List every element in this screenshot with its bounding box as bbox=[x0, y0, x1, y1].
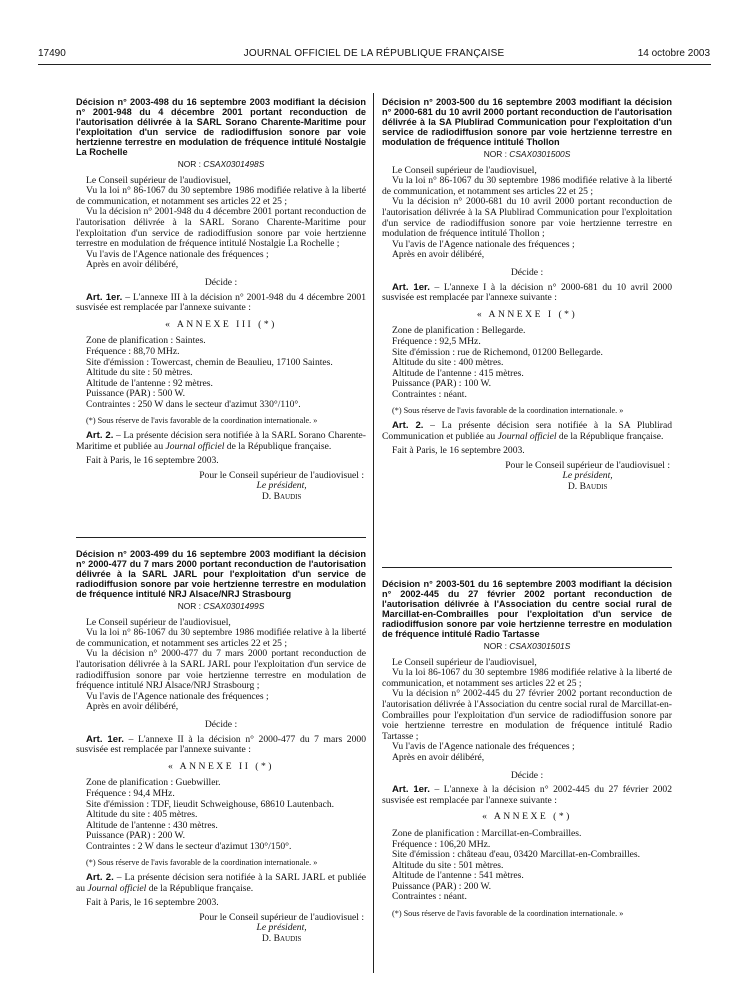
annex-field: Fréquence : 106,20 MHz. bbox=[392, 838, 491, 850]
issue-date: 14 octobre 2003 bbox=[637, 48, 710, 59]
decide-heading: Décide : bbox=[204, 718, 238, 730]
annex-footnote: (*) Sous réserve de l'avis favorable de la coordination internationale. » bbox=[86, 416, 318, 426]
decision-title: Décision n° 2003-501 du 16 septembre 2003 modifiant la décision n° 2002-445 du 27 février 2002 portant reconduction de l'autorisation délivrée à l'Association du centre social rural de Marcillat-en-Combrailles pour l'exploitation d'un service de radiodiffusion sonore par voie hertzienne terrestre en modulation de fréquence intitulé Radio Tartasse bbox=[382, 579, 672, 639]
annex-field: Site d'émission : TDF, lieudit Schweighouse, 68610 Lautenbach. bbox=[86, 798, 335, 810]
intro-line: Vu la décision n° 2002-445 du 27 février 2002 portant reconduction de l'autorisation délivrée à l'Association du centre social rural de Marcillat-en-Combrailles pour l'exploitation d'un service de radiodiffusion sonore par voie hertzienne terrestre en modulation de fréquence intitulé Radio Tartasse ; bbox=[382, 688, 672, 742]
annex-field: Site d'émission : rue de Richemond, 01200 Bellegarde. bbox=[392, 346, 603, 358]
signature-block bbox=[76, 913, 366, 945]
column-divider bbox=[373, 93, 374, 973]
annex-field: Altitude du site : 405 mètres. bbox=[86, 809, 198, 821]
done-at: Fait à Paris, le 16 septembre 2003. bbox=[392, 445, 525, 457]
decision-title: Décision n° 2003-500 du 16 septembre 2003 modifiant la décision n° 2000-681 du 10 avril 2000 portant reconduction de l'autorisation délivrée à la SA Plublirad Communication pour l'exploitation d'un service de radiodiffusion sonore par voie hertzienne terrestre en modulation de fréquence intitulé Thollon bbox=[382, 97, 672, 147]
annex-field: Fréquence : 94,4 MHz. bbox=[86, 787, 175, 799]
annex-field: Zone de planification : Marcillat-en-Combrailles. bbox=[392, 827, 582, 839]
intro-line: Après en avoir délibéré, bbox=[86, 259, 179, 271]
decision-2003-499 bbox=[76, 549, 366, 945]
intro-line: Le Conseil supérieur de l'audiovisuel, bbox=[86, 174, 231, 186]
intro-line: Vu la loi n° 86-1067 du 30 septembre 1986 modifiée relative à la liberté de communication, et notamment ses articles 22 et 25 ; bbox=[76, 627, 366, 649]
annex-title: « ANNEXE (*) bbox=[482, 811, 572, 823]
annex-field: Zone de planification : Saintes. bbox=[86, 335, 206, 347]
intro-line: Vu la décision n° 2000-477 du 7 mars 2000 portant reconduction de l'autorisation délivrée à la SARL JARL pour l'exploitation d'un service de radiodiffusion sonore par voie hertzienne terrestre en modulation de fréquence intitulé NRJ Alsace/NRJ Strasbourg ; bbox=[76, 648, 366, 692]
annex-field: Contraintes : 2 W dans le secteur d'azimut 130°/150°. bbox=[86, 840, 292, 852]
annex-field: Fréquence : 88,70 MHz. bbox=[86, 345, 180, 357]
decision-2003-498 bbox=[76, 97, 366, 503]
journal-title: JOURNAL OFFICIEL DE LA RÉPUBLIQUE FRANÇAISE bbox=[243, 48, 505, 59]
page-header bbox=[38, 48, 710, 64]
annex-field: Puissance (PAR) : 100 W. bbox=[392, 378, 492, 390]
nor-reference: NOR : CSAX0301500S bbox=[483, 149, 571, 159]
article-2: Art. 2. – La présente décision sera notifiée à la SARL Sorano Charente-Maritime et publiée au Journal officiel de la République française. bbox=[76, 430, 366, 452]
signature-name: D. Baudis bbox=[261, 491, 302, 503]
annex-title: « ANNEXE II (*) bbox=[168, 760, 274, 772]
decision-separator-right bbox=[382, 567, 672, 568]
done-at: Fait à Paris, le 16 septembre 2003. bbox=[86, 455, 219, 467]
page-number: 17490 bbox=[38, 48, 66, 59]
intro-line: Vu l'avis de l'Agence nationale des fréquences ; bbox=[86, 248, 269, 260]
decide-heading: Décide : bbox=[204, 276, 238, 288]
signature-role: Le président, bbox=[256, 922, 307, 934]
annex-field: Puissance (PAR) : 200 W. bbox=[392, 880, 492, 892]
annex-field: Contraintes : néant. bbox=[392, 388, 467, 400]
decision-title: Décision n° 2003-499 du 16 septembre 2003 modifiant la décision n° 2000-477 du 7 mars 2000 portant reconduction de l'autorisation délivrée à la SARL JARL pour l'exploitation d'un service de radiodiffusion sonore par voie hertzienne terrestre en modulation de fréquence intitulé NRJ Alsace/NRJ Strasbourg bbox=[76, 549, 366, 599]
annex-field: Site d'émission : château d'eau, 03420 Marcillat-en-Combrailles. bbox=[392, 849, 641, 861]
decision-2003-500 bbox=[382, 97, 672, 493]
signature-for: Pour le Conseil supérieur de l'audiovisuel : bbox=[505, 459, 670, 471]
decision-2003-501 bbox=[382, 579, 672, 924]
nor-reference: NOR : CSAX0301498S bbox=[177, 159, 265, 169]
intro-line: Vu l'avis de l'Agence nationale des fréquences ; bbox=[392, 741, 575, 753]
signature-role: Le président, bbox=[562, 470, 613, 482]
annex-footnote: (*) Sous réserve de l'avis favorable de la coordination internationale. » bbox=[392, 909, 624, 919]
decision-separator-left bbox=[76, 537, 366, 538]
annex-field: Fréquence : 92,5 MHz. bbox=[392, 335, 481, 347]
signature-for: Pour le Conseil supérieur de l'audiovisuel : bbox=[199, 469, 364, 481]
signature-block bbox=[382, 461, 672, 493]
intro-line: Vu la loi n° 86-1067 du 30 septembre 1986 modifiée relative à la liberté de communication, et notamment ses articles 22 et 25 ; bbox=[382, 175, 672, 197]
annex-footnote: (*) Sous réserve de l'avis favorable de la coordination internationale. » bbox=[392, 406, 624, 416]
annex-footnote: (*) Sous réserve de l'avis favorable de la coordination internationale. » bbox=[86, 858, 318, 868]
nor-reference: NOR : CSAX0301499S bbox=[177, 601, 265, 611]
article-1: Art. 1er. – L'annexe à la décision n° 2002-445 du 27 février 2002 susvisée est remplacée par l'annexe suivante : bbox=[382, 784, 672, 806]
annex-field: Zone de planification : Bellegarde. bbox=[392, 325, 526, 337]
article-1: Art. 1er. – L'annexe I à la décision n° 2000-681 du 10 avril 2000 susvisée est remplacée par l'annexe suivante : bbox=[382, 281, 672, 304]
intro-line: Vu la décision n° 2001-948 du 4 décembre 2001 portant reconduction de l'autorisation délivrée à la SARL Sorano Charente-Maritime pour l'exploitation d'un service de radiodiffusion sonore par voie hertzienne terrestre en modulation de fréquence intitulé Nostalgie La Rochelle ; bbox=[76, 206, 366, 250]
annex-field: Altitude de l'antenne : 92 mètres. bbox=[86, 377, 213, 389]
annex-field: Altitude de l'antenne : 430 mètres. bbox=[86, 819, 218, 831]
intro-line: Le Conseil supérieur de l'audiovisuel, bbox=[392, 164, 537, 176]
annex-field: Altitude de l'antenne : 541 mètres. bbox=[392, 870, 524, 882]
header-rule bbox=[38, 64, 711, 65]
intro-line: Le Conseil supérieur de l'audiovisuel, bbox=[86, 616, 231, 628]
annex-field: Altitude du site : 501 mètres. bbox=[392, 859, 504, 871]
annex-field: Contraintes : 250 W dans le secteur d'azimut 330°/110°. bbox=[86, 398, 301, 410]
annex-title: « ANNEXE I (*) bbox=[476, 308, 578, 320]
signature-for: Pour le Conseil supérieur de l'audiovisuel : bbox=[199, 911, 364, 923]
annex-field: Site d'émission : Towercast, chemin de Beaulieu, 17100 Saintes. bbox=[86, 356, 333, 368]
intro-line: Vu l'avis de l'Agence nationale des fréquences ; bbox=[86, 690, 269, 702]
signature-role: Le président, bbox=[256, 480, 307, 492]
intro-line: Vu la loi n° 86-1067 du 30 septembre 1986 modifiée relative à la liberté de communication, et notamment ses articles 22 et 25 ; bbox=[76, 185, 366, 207]
intro-line: Vu la décision n° 2000-681 du 10 avril 2000 portant reconduction de l'autorisation délivrée à la SA Plublirad Communication pour l'exploitation d'un service de radiodiffusion sonore par voie hertzienne terrestre en modulation de fréquence intitulé Thollon ; bbox=[382, 196, 672, 240]
article-1: Art. 1er. – L'annexe III à la décision n° 2001-948 du 4 décembre 2001 susvisée est remplacée par l'annexe suivante : bbox=[76, 291, 366, 314]
article-2: Art. 2. – La présente décision sera notifiée à la SARL JARL et publiée au Journal officiel de la République française. bbox=[76, 872, 366, 894]
intro-line: Après en avoir délibéré, bbox=[392, 249, 485, 261]
intro-line: Vu l'avis de l'Agence nationale des fréquences ; bbox=[392, 238, 575, 250]
article-2: Art. 2. – La présente décision sera notifiée à la SA Plublirad Communication et publiée au Journal officiel de la République française. bbox=[382, 420, 672, 442]
annex-field: Puissance (PAR) : 500 W. bbox=[86, 388, 186, 400]
nor-reference: NOR : CSAX0301501S bbox=[483, 641, 571, 651]
signature-name: D. Baudis bbox=[567, 481, 608, 493]
annex-title: « ANNEXE III (*) bbox=[165, 318, 277, 330]
intro-line: Après en avoir délibéré, bbox=[86, 701, 179, 713]
intro-line: Vu la loi 86-1067 du 30 septembre 1986 modifiée relative à la liberté de communication, et notamment ses articles 22 et 25 ; bbox=[382, 667, 672, 689]
decision-title: Décision n° 2003-498 du 16 septembre 2003 modifiant la décision n° 2001-948 du 4 décembre 2001 portant reconduction de l'autorisation délivrée à la SARL Sorano Charente-Maritime pour l'exploitation d'un service de radiodiffusion sonore par voie hertzienne terrestre en modulation de fréquence intitulé Nostalgie La Rochelle bbox=[76, 97, 366, 157]
annex-field: Contraintes : néant. bbox=[392, 891, 467, 903]
annex-field: Puissance (PAR) : 200 W. bbox=[86, 830, 186, 842]
decide-heading: Décide : bbox=[510, 266, 544, 278]
annex-field: Altitude du site : 400 mètres. bbox=[392, 357, 504, 369]
signature-block bbox=[76, 471, 366, 503]
annex-field: Altitude du site : 50 mètres. bbox=[86, 367, 193, 379]
article-1: Art. 1er. – L'annexe II à la décision n° 2000-477 du 7 mars 2000 susvisée est remplacée par l'annexe suivante : bbox=[76, 733, 366, 756]
signature-name: D. Baudis bbox=[261, 933, 302, 945]
annex-field: Zone de planification : Guebwiller. bbox=[86, 777, 221, 789]
intro-line: Le Conseil supérieur de l'audiovisuel, bbox=[392, 656, 537, 668]
intro-line: Après en avoir délibéré, bbox=[392, 751, 485, 763]
done-at: Fait à Paris, le 16 septembre 2003. bbox=[86, 897, 219, 909]
decide-heading: Décide : bbox=[510, 769, 544, 781]
annex-field: Altitude de l'antenne : 415 mètres. bbox=[392, 367, 524, 379]
